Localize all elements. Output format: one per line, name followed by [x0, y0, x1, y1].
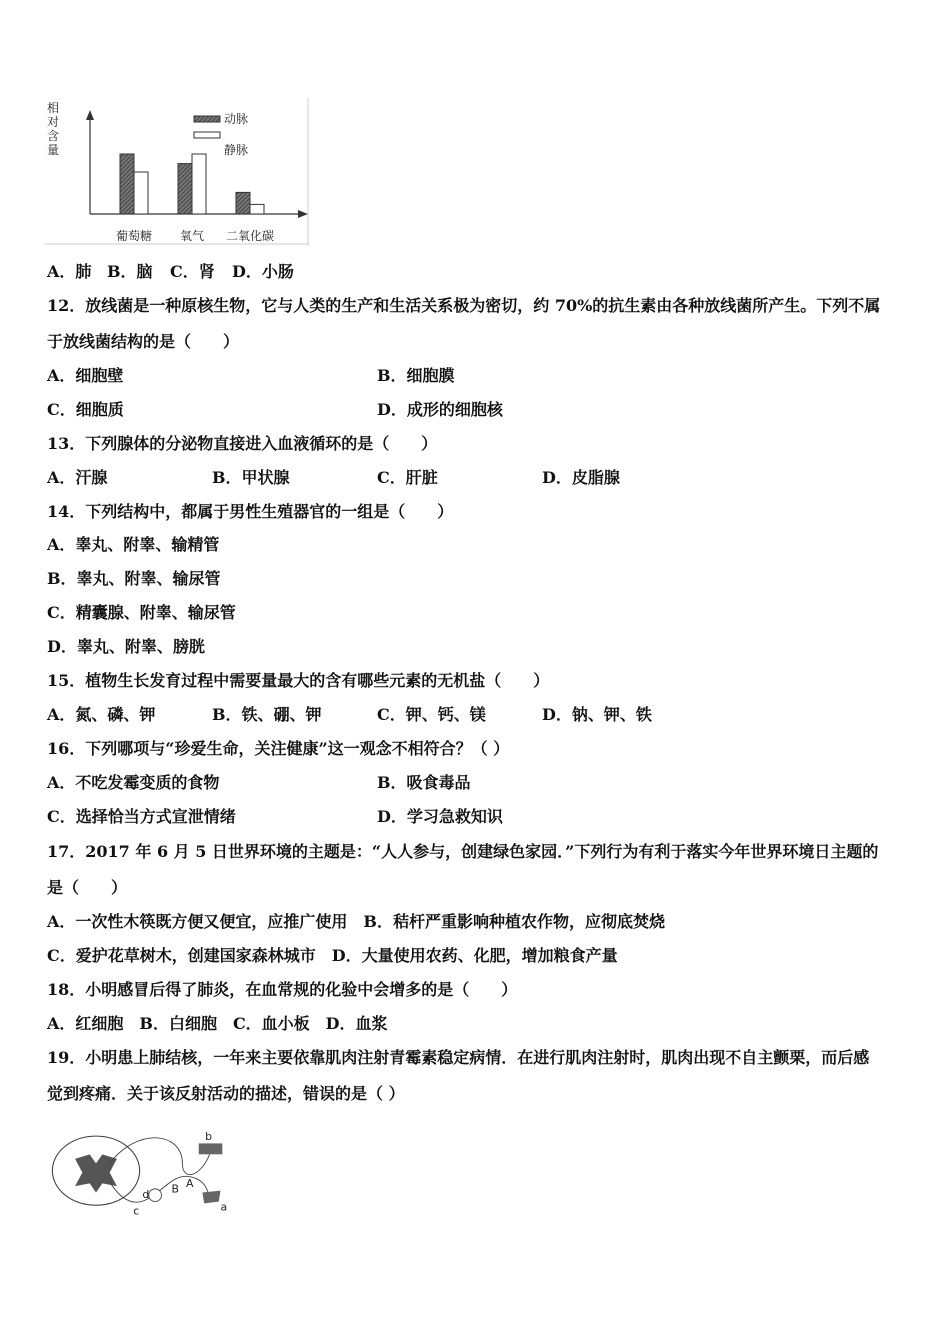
- q14-option-d: D．睾丸、附睾、膀胱: [47, 637, 205, 656]
- q16-option-b: B．吸食毒品: [377, 773, 471, 792]
- label-d: d: [142, 1187, 150, 1201]
- y-axis-label: 相对含量: [47, 101, 60, 157]
- q13-stem: 13．下列腺体的分泌物直接进入血液循环的是（ ）: [47, 434, 438, 453]
- bar-artery-1: [178, 164, 192, 214]
- q19-stem: 觉到疼痛．关于该反射活动的描述，错误的是（ ）: [47, 1084, 405, 1103]
- ganglion: [149, 1189, 162, 1202]
- q13-option-a: A．汗腺: [47, 468, 108, 487]
- q13-option-b: B．甲状腺: [212, 468, 290, 487]
- q16-stem: 16．下列哪项与“珍爱生命，关注健康”这一观念不相符合？（ ）: [47, 739, 510, 758]
- q12-option-c: C．细胞质: [47, 400, 124, 419]
- legend-artery-label: 动脉: [224, 112, 249, 126]
- q18-stem: 18．小明感冒后得了肺炎，在血常规的化验中会增多的是（ ）: [47, 980, 518, 999]
- q14-option-a: A．睾丸、附睾、输精管: [47, 535, 220, 554]
- label-A: A: [186, 1177, 194, 1191]
- bar-vein-2: [250, 204, 264, 214]
- label-B: B: [171, 1182, 179, 1196]
- legend-artery-swatch: [194, 116, 220, 122]
- q16-option-a: A．不吃发霉变质的食物: [47, 773, 220, 792]
- q17-options-ab: A．一次性木筷既方便又便宜，应推广使用 B．秸杆严重影响种植农作物，应彻底焚烧: [47, 912, 665, 931]
- q15-option-c: C．钾、钙、镁: [377, 705, 486, 724]
- q14-option-c: C．精囊腺、附睾、输尿管: [47, 603, 236, 622]
- q18-options: A．红细胞 B．白细胞 C．血小板 D．血浆: [47, 1014, 388, 1033]
- x-tick-label: 氧气: [179, 229, 205, 243]
- x-tick-label: 葡萄糖: [115, 229, 153, 243]
- bar-artery-0: [120, 154, 134, 214]
- legend-vein-label: 静脉: [224, 143, 249, 157]
- effector-a: [202, 1191, 220, 1204]
- afferent-nerve: [110, 1138, 210, 1175]
- q12-option-d: D．成形的细胞核: [377, 400, 503, 419]
- q15-option-d: D．钠、钾、铁: [542, 705, 652, 724]
- q14-stem: 14．下列结构中，都属于男性生殖器官的一组是（ ）: [47, 502, 454, 521]
- q11-option-a: A．肺: [47, 262, 92, 281]
- q12-stem: 于放线菌结构的是（ ）: [47, 332, 240, 351]
- label-b: b: [205, 1129, 213, 1143]
- q12-option-a: A．细胞壁: [47, 366, 124, 385]
- q11-option-d: D．小肠: [232, 262, 294, 281]
- q12-stem: 12．放线菌是一种原核生物，它与人类的生产和生活关系极为密切，约 70%的抗生素由各种放线菌所产生。下列不属: [47, 296, 881, 315]
- q11-option-c: C．肾: [170, 262, 215, 281]
- bar-vein-0: [134, 172, 148, 214]
- q15-option-a: A．氮、磷、钾: [47, 705, 156, 724]
- q17-options-cd: C．爱护花草树木，创建国家森林城市 D．大量使用农药、化肥，增加粮食产量: [47, 946, 618, 965]
- q13-option-d: D．皮脂腺: [542, 468, 620, 487]
- gray-matter: [75, 1154, 117, 1192]
- receptor-b: [199, 1143, 223, 1154]
- q19-stem: 19．小明患上肺结核，一年来主要依靠肌肉注射青霉素稳定病情．在进行肌肉注射时，肌肉出现不自主颤栗，而后感: [47, 1048, 870, 1067]
- q12-option-b: B．细胞膜: [377, 366, 455, 385]
- blood-composition-bar-chart: [44, 98, 312, 248]
- q17-stem: 是（ ）: [47, 878, 128, 897]
- reflex-arc-diagram: [46, 1125, 246, 1220]
- q13-option-c: C．肝脏: [377, 468, 438, 487]
- label-c: c: [133, 1204, 140, 1218]
- label-a: a: [220, 1200, 228, 1214]
- bar-vein-1: [192, 154, 206, 214]
- q17-stem: 17．2017 年 6 月 5 日世界环境的主题是：“人人参与，创建绿色家园．”下列行为有利于落实今年世界环境日主题的: [47, 842, 879, 861]
- q14-option-b: B．睾丸、附睾、输尿管: [47, 569, 221, 588]
- q15-stem: 15．植物生长发育过程中需要量最大的含有哪些元素的无机盐（ ）: [47, 671, 550, 690]
- x-tick-label: 二氧化碳: [225, 229, 275, 243]
- legend-vein-swatch: [194, 132, 220, 138]
- q15-option-b: B．铁、硼、钾: [212, 705, 322, 724]
- q16-option-c: C．选择恰当方式宣泄情绪: [47, 807, 236, 826]
- q16-option-d: D．学习急救知识: [377, 807, 503, 826]
- q11-option-b: B．脑: [107, 262, 153, 281]
- bar-artery-2: [236, 192, 250, 214]
